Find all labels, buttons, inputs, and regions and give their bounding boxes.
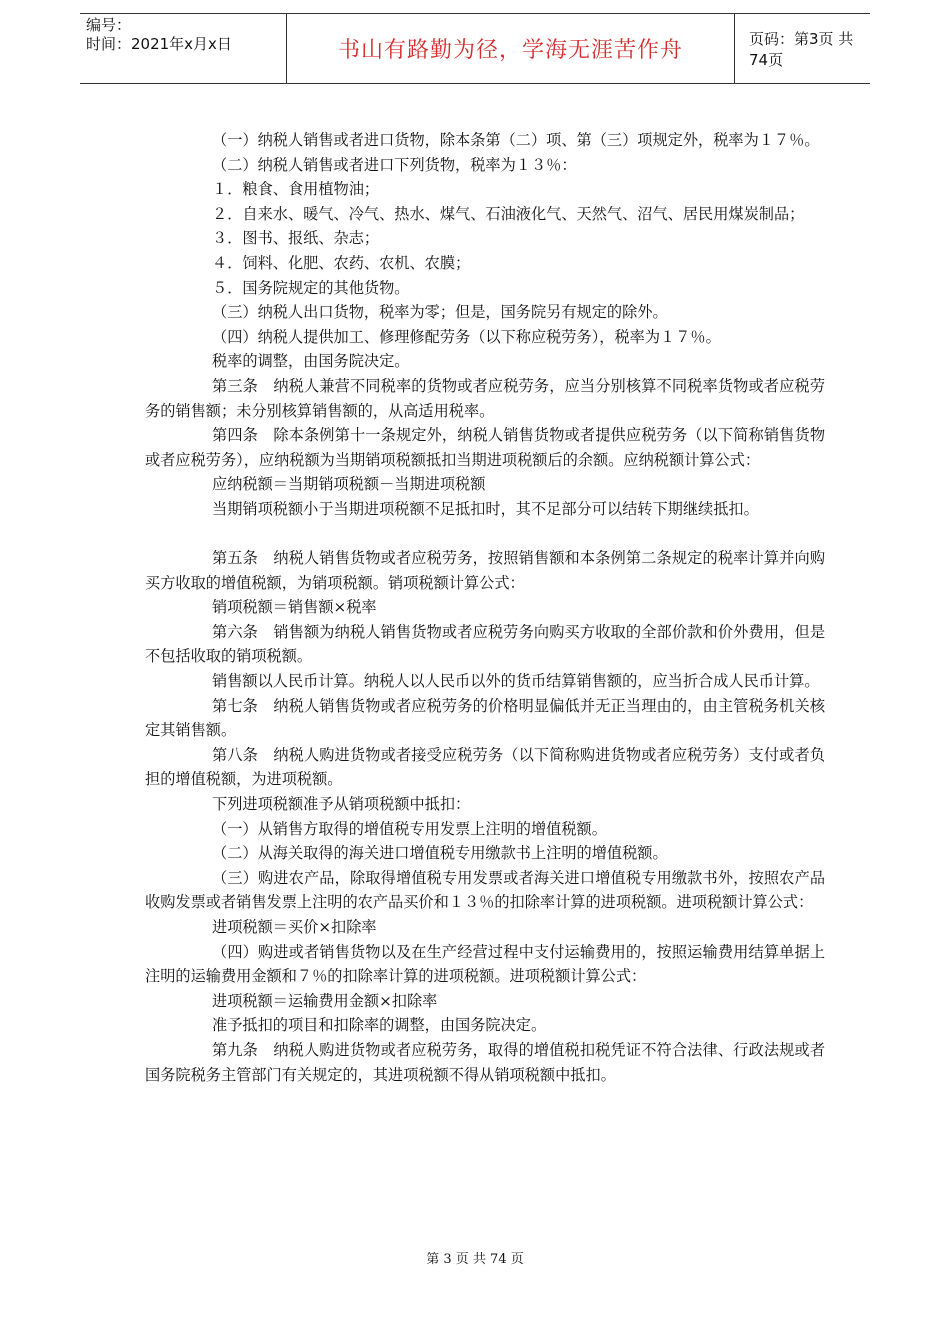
header-page-cell bbox=[735, 14, 870, 83]
formula: 进项税额＝买价×扣除率 bbox=[212, 918, 377, 936]
formula: 进项税额＝运输费用金额×扣除率 bbox=[212, 991, 438, 1010]
paragraph: （二）纳税人销售或者进口下列货物，税率为１３％： bbox=[212, 155, 577, 174]
paragraph: 第八条 纳税人购进货物或者接受应税劳务（以下简称购进货物或者应税劳务）支付或者负担的增值税额，为进项税额。 bbox=[145, 745, 825, 789]
paragraph: 税率的调整，由国务院决定。 bbox=[212, 352, 410, 371]
paragraph: 准予抵扣的项目和扣除率的调整，由国务院决定。 bbox=[212, 1016, 547, 1035]
header-motto-cell bbox=[287, 14, 735, 83]
paragraph: （二）从海关取得的海关进口增值税专用缴款书上注明的增值税额。 bbox=[212, 844, 668, 863]
paragraph: 当期销项税额小于当期进项税额不足抵扣时，其不足部分可以结转下期继续抵扣。 bbox=[212, 499, 759, 518]
paragraph: 销售额以人民币计算。纳税人以人民币以外的货币结算销售额的，应当折合成人民币计算。 bbox=[212, 672, 820, 691]
page-header bbox=[80, 13, 870, 84]
paragraph: （三）购进农产品，除取得增值税专用发票或者海关进口增值税专用缴款书外，按照农产品收购发票或者销售发票上注明的农产品买价和１３％的扣除率计算的进项税额。进项税额计算公式： bbox=[145, 868, 825, 912]
paragraph: （一）纳税人销售或者进口货物，除本条第（二）项、第（三）项规定外，税率为１７％。 bbox=[212, 131, 820, 149]
paragraph: ４．饲料、化肥、农药、农机、农膜； bbox=[212, 253, 471, 272]
paragraph: ３．图书、报纸、杂志； bbox=[212, 229, 380, 248]
paragraph: 下列进项税额准予从销项税额中抵扣： bbox=[212, 795, 471, 814]
paragraph: 第四条 除本条例第十一条规定外，纳税人销售货物或者提供应税劳务（以下简称销售货物或者应税劳务），应纳税额为当期销项税额抵扣当期进项税额后的余额。应纳税额计算公式： bbox=[145, 426, 825, 469]
header-time: 时间：2021年x月x日 bbox=[86, 35, 232, 53]
paragraph: （三）纳税人出口货物，税率为零；但是，国务院另有规定的除外。 bbox=[212, 303, 668, 322]
paragraph: ２．自来水、暖气、冷气、热水、煤气、石油液化气、天然气、沼气、居民用煤炭制品； bbox=[212, 204, 805, 223]
paragraph: ５．国务院规定的其他货物。 bbox=[212, 278, 410, 297]
formula: 应纳税额＝当期销项税额－当期进项税额 bbox=[212, 475, 486, 494]
header-number: 编号： bbox=[86, 16, 132, 34]
paragraph: 第三条 纳税人兼营不同税率的货物或者应税劳务，应当分别核算不同税率货物或者应税劳务的销售额；未分别核算销售额的，从高适用税率。 bbox=[145, 376, 825, 420]
formula: 销项税额＝销售额×税率 bbox=[212, 598, 377, 617]
paragraph: （一）从销售方取得的增值税专用发票上注明的增值税额。 bbox=[212, 819, 607, 838]
paragraph: 第七条 纳税人销售货物或者应税劳务的价格明显偏低并无正当理由的，由主管税务机关核定其销售额。 bbox=[145, 696, 825, 740]
header-page-info: 页码：第3页 共74页 bbox=[749, 29, 854, 69]
document-body bbox=[145, 128, 825, 1087]
paragraph: （四）纳税人提供加工、修理修配劳务（以下称应税劳务），税率为１７％。 bbox=[212, 327, 721, 346]
header-motto: 书山有路勤为径，学海无涯苦作舟 bbox=[337, 38, 683, 63]
paragraph: １．粮食、食用植物油； bbox=[212, 180, 380, 199]
paragraph: 第五条 纳税人销售货物或者应税劳务，按照销售额和本条例第二条规定的税率计算并向购买方收取的增值税额，为销项税额。销项税额计算公式： bbox=[145, 549, 825, 592]
paragraph: 第六条 销售额为纳税人销售货物或者应税劳务向购买方收取的全部价款和价外费用，但是不包括收取的销项税额。 bbox=[145, 622, 825, 666]
paragraph: 第九条 纳税人购进货物或者应税劳务，取得的增值税扣税凭证不符合法律、行政法规或者国务院税务主管部门有关规定的，其进项税额不得从销项税额中抵扣。 bbox=[145, 1040, 825, 1084]
page-footer: 第 3 页 共 74 页 bbox=[426, 1252, 524, 1267]
paragraph: （四）购进或者销售货物以及在生产经营过程中支付运输费用的，按照运输费用结算单据上注明的运输费用金额和７％的扣除率计算的进项税额。进项税额计算公式： bbox=[145, 942, 825, 986]
header-meta bbox=[80, 14, 287, 83]
blank-line bbox=[145, 522, 825, 547]
